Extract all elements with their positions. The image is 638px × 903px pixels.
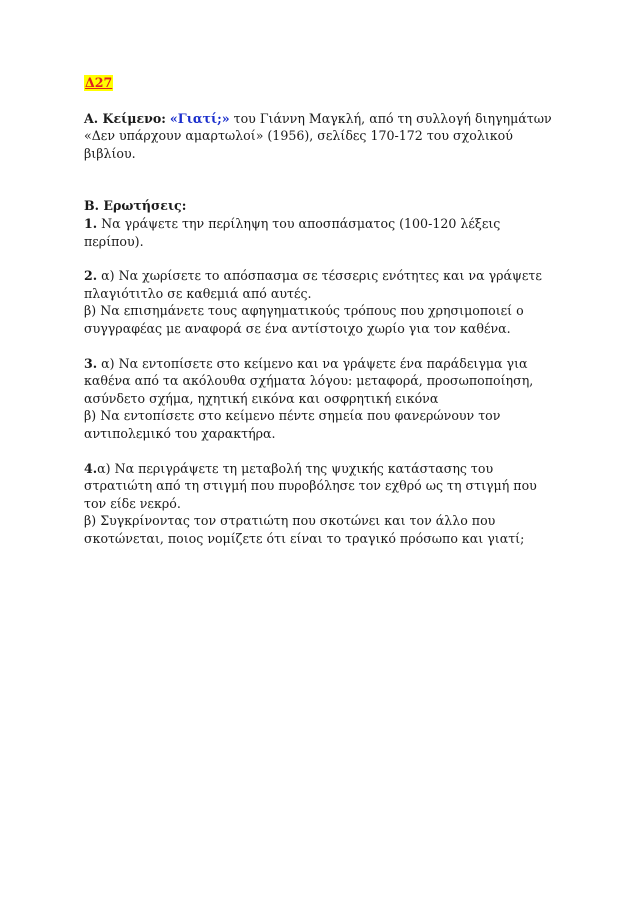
question-line: αντιπολεμικό του χαρακτήρα.: [84, 425, 276, 441]
section-a-text: του Γιάννη Μαγκλή, από τη συλλογή διηγημάτων: [229, 110, 552, 126]
question-line: [84, 355, 554, 373]
question-line: σκοτώνεται, ποιος νομίζετε ότι είναι το τραγικό πρόσωπο και γιατί;: [84, 530, 525, 546]
question-line: συγγραφέας με αναφορά σε ένα αντίστοιχο χωρίο για τον καθένα.: [84, 320, 511, 336]
document-page: [84, 74, 554, 547]
question-line: [84, 460, 554, 478]
question-number: 3.: [84, 355, 98, 371]
spacer: [84, 250, 554, 267]
section-a-line-2: «Δεν υπάρχουν αμαρτωλοί» (1956), σελίδες 170-172 του σχολικού: [84, 128, 513, 144]
question-3: [84, 355, 554, 443]
question-4: [84, 460, 554, 548]
question-number: 2.: [84, 268, 98, 284]
section-a-line-1: [84, 110, 554, 128]
question-line: πλαγιότιτλο σε καθεμιά από αυτές.: [84, 285, 312, 301]
question-line: β) Να επισημάνετε τους αφηγηματικούς τρόπους που χρησιμοποιεί ο: [84, 303, 524, 319]
question-number: 1.: [84, 215, 98, 231]
question-line: τον είδε νεκρό.: [84, 495, 181, 511]
question-line: ασύνδετο σχήμα, ηχητική εικόνα και οσφρητική εικόνα: [84, 390, 439, 406]
question-line: [84, 215, 554, 233]
text-title: «Γιατί;»: [169, 110, 230, 126]
question-line: β) Συγκρίνοντας τον στρατιώτη που σκοτώνει και τον άλλο που: [84, 513, 496, 529]
question-2: [84, 267, 554, 337]
spacer: [84, 338, 554, 355]
question-text: α) Να χωρίσετε το απόσπασμα σε τέσσερις ενότητες και να γράψετε: [97, 268, 542, 284]
section-a-line-3: βιβλίου.: [84, 145, 136, 161]
question-line: περίπου).: [84, 233, 144, 249]
section-b-label: Β. Ερωτήσεις:: [84, 198, 187, 214]
question-text: α) Να περιγράψετε τη μεταβολή της ψυχικής κατάστασης του: [97, 460, 494, 476]
question-text: α) Να εντοπίσετε στο κείμενο και να γράψετε ένα παράδειγμα για: [97, 355, 528, 371]
spacer: [84, 162, 554, 197]
question-line: β) Να εντοπίσετε στο κείμενο πέντε σημεία που φανερώνουν τον: [84, 408, 501, 424]
question-line: καθένα από τα ακόλουθα σχήματα λόγου: μεταφορά, προσωποποίηση,: [84, 373, 534, 389]
document-code: Δ27: [85, 75, 113, 90]
question-text: Να γράψετε την περίληψη του αποσπάσματος (100-120 λέξεις: [97, 215, 501, 231]
question-line: [84, 267, 554, 285]
question-line: στρατιώτη από τη στιγμή που πυροβόλησε τον εχθρό ως τη στιγμή που: [84, 478, 537, 494]
spacer: [84, 443, 554, 460]
section-text-info: [84, 110, 554, 163]
document-code-line: [84, 74, 554, 92]
question-number: 4.: [84, 460, 98, 476]
spacer: [84, 92, 554, 110]
section-a-label: Α. Κείμενο:: [84, 110, 166, 126]
section-questions: [84, 197, 554, 547]
question-1: [84, 215, 554, 250]
